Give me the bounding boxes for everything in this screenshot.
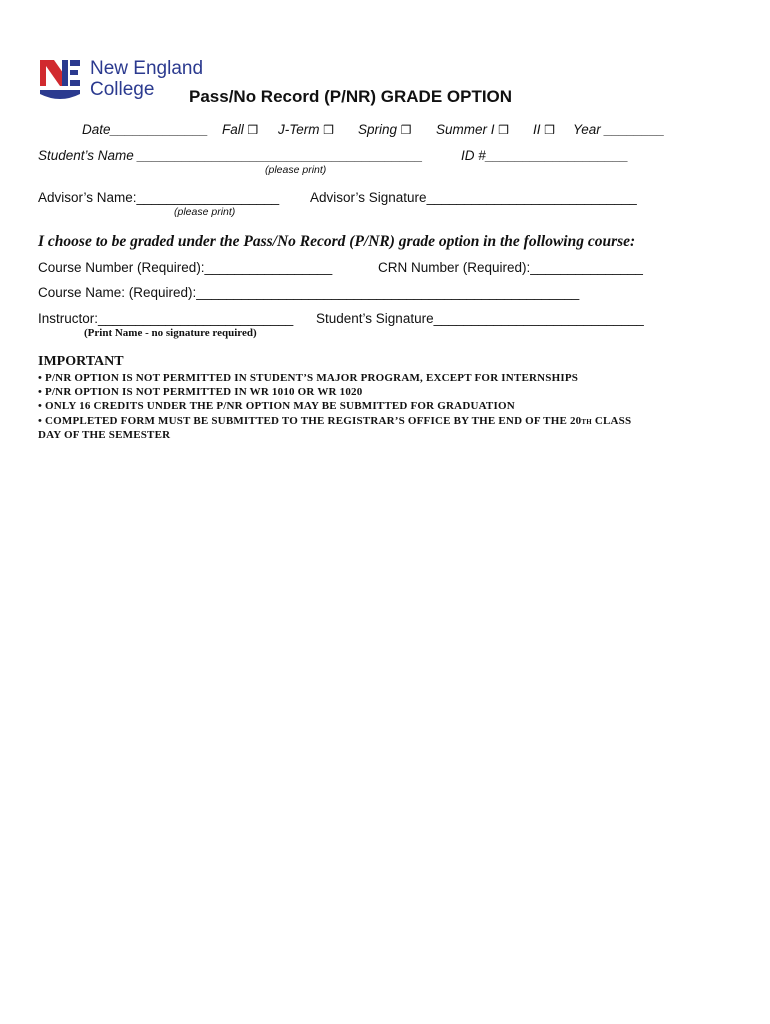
term-jterm-label: J-Term (278, 122, 320, 137)
term-summer1-label: Summer I (436, 122, 495, 137)
choose-statement: I choose to be graded under the Pass/No Record (P/NR) grade option in the following course: (38, 233, 636, 250)
important-item: • ONLY 16 CREDITS UNDER THE P/NR OPTION MAY BE SUBMITTED FOR GRADUATION (38, 400, 515, 412)
term-summer1[interactable] (436, 122, 509, 137)
term-summer2[interactable] (533, 122, 555, 137)
important-item-text: • COMPLETED FORM MUST BE SUBMITTED TO THE REGISTRAR’S OFFICE BY THE END OF THE 20 (38, 415, 582, 427)
summer2-checkbox[interactable]: ❒ (544, 123, 556, 137)
crn-number-field[interactable]: CRN Number (Required):_______________ (378, 260, 643, 275)
advisor-signature-field[interactable]: Advisor’s Signature____________________________ (310, 190, 637, 205)
term-spring[interactable] (358, 122, 412, 137)
important-item-continuation: DAY OF THE SEMESTER (38, 429, 171, 441)
student-name-field[interactable]: Student’s Name ______________________________________ (38, 148, 423, 163)
summer1-checkbox[interactable]: ❒ (498, 123, 510, 137)
student-id-field[interactable]: ID #___________________ (461, 148, 629, 163)
term-summer2-label: II (533, 122, 541, 137)
term-jterm[interactable] (278, 122, 334, 137)
form-title: Pass/No Record (P/NR) GRADE OPTION (189, 87, 513, 106)
important-item (38, 415, 631, 427)
term-fall[interactable] (222, 122, 258, 137)
jterm-checkbox[interactable]: ❒ (323, 123, 335, 137)
term-spring-label: Spring (358, 122, 398, 137)
ordinal-suffix: TH (581, 418, 592, 426)
important-heading: IMPORTANT (38, 354, 124, 369)
student-signature-field[interactable]: Student’s Signature____________________________ (316, 311, 644, 326)
spring-checkbox[interactable]: ❒ (400, 123, 412, 137)
logo-line-2: College (90, 79, 155, 100)
logo-line-1: New England (90, 58, 204, 79)
course-number-field[interactable]: Course Number (Required):_________________ (38, 260, 333, 275)
advisor-name-field[interactable]: Advisor’s Name:___________________ (38, 190, 280, 205)
advisor-print-note: (please print) (174, 206, 236, 218)
instructor-field[interactable]: Instructor:__________________________ (38, 311, 294, 326)
course-name-field[interactable]: Course Name: (Required):___________________________________________________ (38, 285, 580, 300)
year-field[interactable]: Year ________ (573, 122, 665, 137)
term-fall-label: Fall (222, 122, 244, 137)
student-print-note: (please print) (265, 164, 327, 176)
important-item: • P/NR OPTION IS NOT PERMITTED IN STUDENT’S MAJOR PROGRAM, EXCEPT FOR INTERNSHIPS (38, 372, 579, 384)
important-item: • P/NR OPTION IS NOT PERMITTED IN WR 1010 OR WR 1020 (38, 386, 363, 398)
important-item-text-cont: CLASS (591, 415, 632, 427)
instructor-note: (Print Name - no signature required) (84, 327, 257, 339)
logo-wordmark (90, 58, 203, 100)
fall-checkbox[interactable]: ❒ (247, 123, 259, 137)
date-field[interactable]: Date_____________ (82, 122, 209, 137)
